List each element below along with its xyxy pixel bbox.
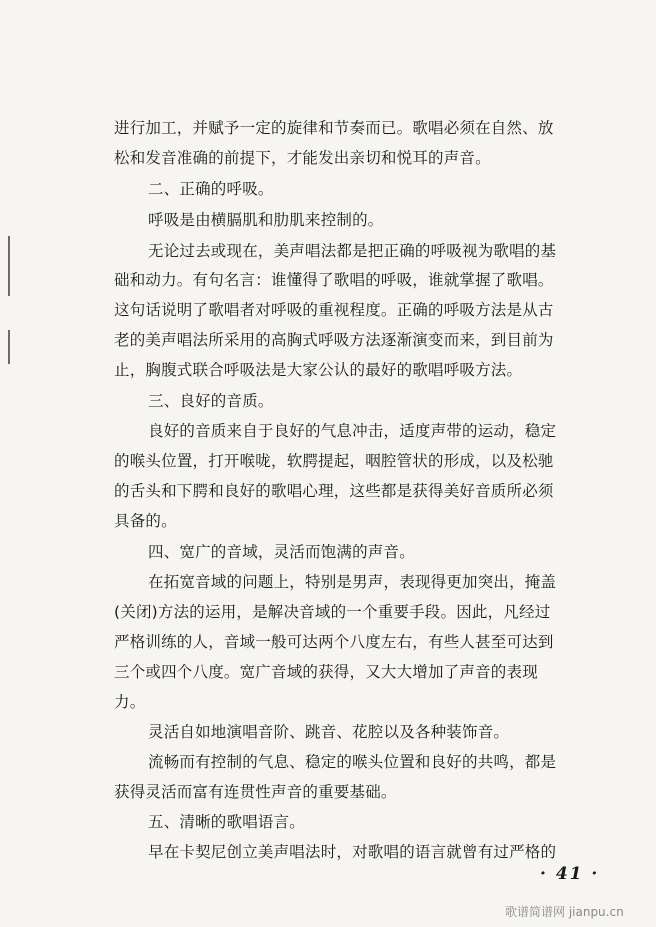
text-line: 在拓宽音域的问题上，特别是男声，表现得更加突出，掩盖 <box>148 573 557 591</box>
text-line: 的喉头位置，打开喉咙，软腭提起，咽腔管状的形成，以及松驰 <box>114 452 554 470</box>
section-heading: 四、宽广的音域，灵活而饱满的声音。 <box>148 543 415 561</box>
section-heading: 三、良好的音质。 <box>148 392 274 410</box>
text-line: 严格训练的人，音域一般可达两个八度左右，有些人甚至可达到 <box>114 633 554 651</box>
text-line: 的舌头和下腭和良好的歌唱心理，这些都是获得美好音质所必须 <box>114 482 554 500</box>
scan-edge-mark <box>8 330 10 364</box>
text-line: 早在卡契尼创立美声唱法时，对歌唱的语言就曾有过严格的 <box>148 843 557 861</box>
text-line: 进行加工，并赋予一定的旋律和节奏而已。歌唱必须在自然、放 <box>114 119 554 137</box>
section-heading: 五、清晰的歌唱语言。 <box>148 813 306 831</box>
text-line: 流畅而有控制的气息、稳定的喉头位置和良好的共鸣，都是 <box>148 753 557 771</box>
text-line: 获得灵活而富有连贯性声音的重要基础。 <box>114 783 397 801</box>
text-line: 三个或四个八度。宽广音域的获得，又大大增加了声音的表现 <box>114 663 538 681</box>
text-line: (关闭)方法的运用，是解决音域的一个重要手段。因此，凡经过 <box>114 603 551 621</box>
text-line: 力。 <box>114 693 146 711</box>
text-line: 灵活自如地演唱音阶、跳音、花腔以及各种装饰音。 <box>148 723 510 741</box>
text-line: 无论过去或现在，美声唱法都是把正确的呼吸视为歌唱的基 <box>148 242 557 260</box>
watermark: 歌谱简谱网 jianpu.cn <box>505 905 624 919</box>
text-line: 止，胸腹式联合呼吸法是大家公认的最好的歌唱呼吸方法。 <box>114 361 523 379</box>
text-line: 松和发音准确的前提下，才能发出亲切和悦耳的声音。 <box>114 149 491 167</box>
text-line: 老的美声唱法所采用的高胸式呼吸方法逐渐演变而来，到目前为 <box>114 331 554 349</box>
text-line: 具备的。 <box>114 512 177 530</box>
section-heading: 二、正确的呼吸。 <box>148 180 274 198</box>
page-number: · 41 · <box>540 864 600 884</box>
text-line: 良好的音质来自于良好的气息冲击，适度声带的运动，稳定 <box>148 422 557 440</box>
text-line: 础和动力。有句名言：谁懂得了歌唱的呼吸，谁就掌握了歌唱。 <box>114 271 554 289</box>
scan-edge-mark <box>8 236 10 296</box>
text-line: 这句话说明了歌唱者对呼吸的重视程度。正确的呼吸方法是从古 <box>114 301 554 319</box>
text-line: 呼吸是由横膈肌和肋肌来控制的。 <box>148 211 384 229</box>
